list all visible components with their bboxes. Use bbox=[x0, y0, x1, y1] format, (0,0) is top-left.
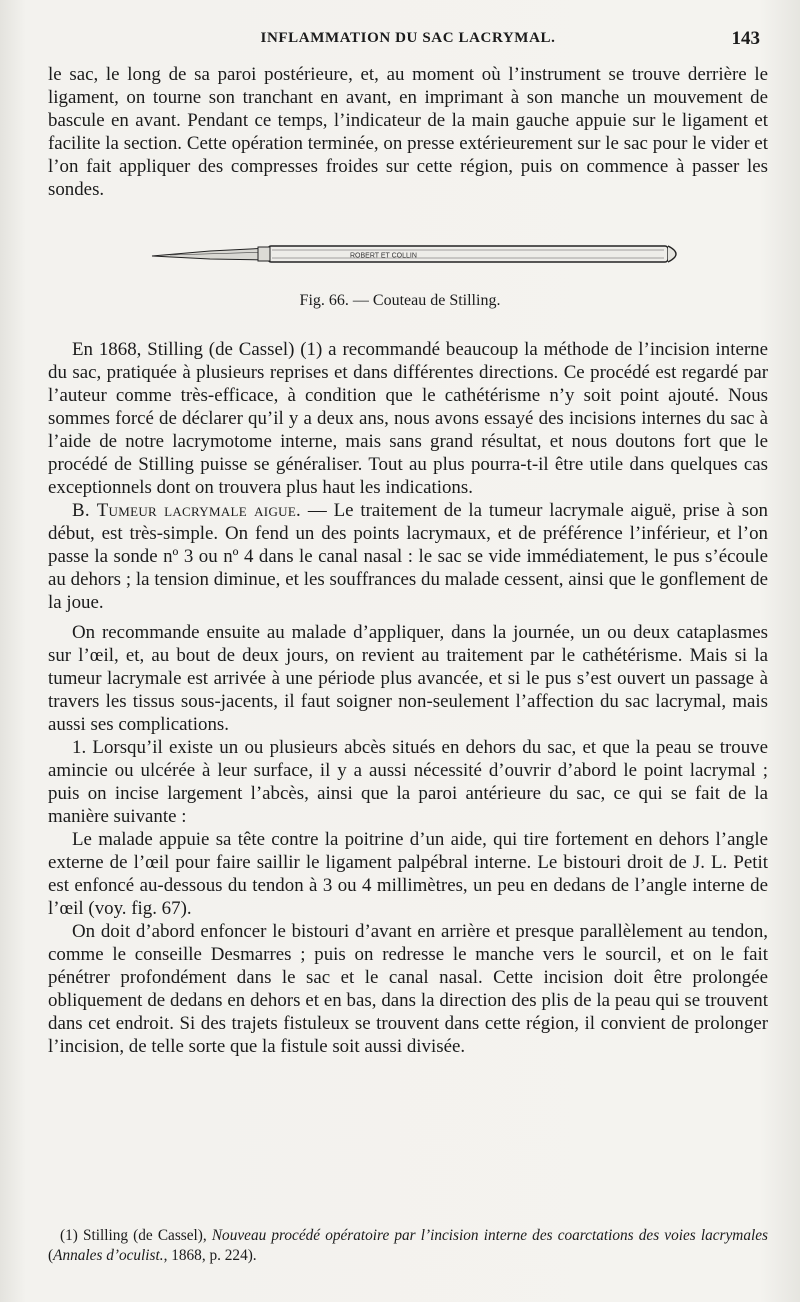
paragraph-malade: Le malade appuie sa tête contre la poitrine d’un aide, qui tire fortement en dehors l’angle externe de l’œil pour faire saillir le ligament palpébral interne. Le bistouri droit de J. L. Petit est enfoncé au-dessous du tendon à 3 ou 4 millimètres, un peu en dedans de l’angle interne de l’œil (voy. fig. 67). bbox=[48, 829, 768, 919]
footnote-title: Nouveau procédé opératoire par l’incision interne des coarctations des voies lacrymales bbox=[211, 1227, 768, 1244]
paragraph-recommande: On recommande ensuite au malade d’appliquer, dans la journée, un ou deux cataplasmes sur l’œil, et, au bout de deux jours, on revient au traitement par le cathétérisme. Mais si la tumeur lacrymale est arrivée à une période plus avancée, et si le pus s’est ouvert un passage à travers les tissus sous-jacents, il faut soigner non-seulement l’affection du sac lacrymal, mais aussi ses complications. bbox=[48, 622, 768, 735]
figure-caption: Fig. 66. — Couteau de Stilling. bbox=[299, 292, 501, 309]
stilling-knife-figure bbox=[150, 238, 690, 278]
paragraph-1: 1. Lorsqu’il existe un ou plusieurs abcès situés en dehors du sac, et que la peau se trouve amincie ou ulcérée à leur surface, il y a aussi nécessité d’ouvrir d’abord le point lacrymal ; puis on incise largement l’abcès, ainsi que la paroi antérieure du sac, ce qui se fait de la manière suivante : bbox=[48, 737, 768, 827]
footnote-text bbox=[48, 1226, 768, 1266]
intro-paragraph: le sac, le long de sa paroi postérieure, et, au moment où l’instrument se trouve derrière le ligament, on tourne son tranchant en avant, en imprimant à son manche un mouvement de bascule en avant. Pendant ce temps, l’indicateur de la main gauche appuie sur le ligament et facilite la section. Cette opération terminée, on presse extérieurement sur le sac pour le vider et l’on fait appliquer des compresses froides sur cette région, puis on commence à passer les sondes. bbox=[48, 64, 768, 200]
page-number: 143 bbox=[731, 28, 760, 49]
footnote-journal: Annales d’oculist. bbox=[53, 1247, 164, 1264]
page-header bbox=[48, 30, 768, 60]
paragraph-section-b bbox=[48, 499, 768, 614]
running-title: INFLAMMATION DU SAC LACRYMAL. bbox=[260, 30, 556, 46]
section-b-text: — Le traitement de la tumeur lacrymale aiguë, prise à son début, est très-simple. On fend un des points lacrymaux, et de préférence l’inférieur, et l’on passe la sonde nº 3 ou nº 4 dans le canal nasal : le sac se vide immédiatement, le pus s’écoule au dehors ; la tension diminue, et les souffrances du malade cessent, ainsi que le gonflement de la joue. bbox=[48, 500, 768, 613]
paragraph-stilling: En 1868, Stilling (de Cassel) (1) a recommandé beaucoup la méthode de l’incision interne du sac, pratiquée à plusieurs reprises et dans différentes directions. Ce procédé est regardé par l’auteur comme très-efficace, à condition que le cathétérisme n’y soit point ajouté. Nous sommes forcé de déclarer qu’il y a deux ans, nous avons essayé des incisions internes du sac à l’aide de notre lacrymotome interne, mais sans grand résultat, et nous doutons fort que le procédé de Stilling puisse se généraliser. Tout au plus pourra-t-il être utile dans quelques cas exceptionnels dont on trouvera plus haut les indications. bbox=[48, 339, 768, 498]
engraver-mark: ROBERT ET COLLIN bbox=[350, 252, 417, 260]
knife-blade bbox=[152, 248, 270, 260]
body-text bbox=[48, 338, 768, 1058]
paragraph-bistouri: On doit d’abord enfoncer le bistouri d’avant en arrière et presque parallèlement au tendon, comme le conseille Desmarres ; puis on redresse le manche vers le sourcil, et on le fait pénétrer profondément dans le sac et le canal nasal. Cette incision doit être prolongée obliquement de dedans en dehors et en bas, dans la direction des plis de la peau qui se trouvent dans cet endroit. Si des trajets fistuleux se trouvent dans cette région, il convient de prolonger l’incision, de telle sorte que la fistule soit aussi divisée. bbox=[48, 921, 768, 1057]
footnote-suffix: , 1868, p. 224). bbox=[163, 1247, 257, 1264]
knife-handle bbox=[258, 246, 676, 262]
footnote-prefix: (1) Stilling (de Cassel), bbox=[60, 1227, 212, 1244]
footnote-middle: ( bbox=[48, 1247, 54, 1264]
section-b-heading: B. Tumeur lacrymale aigue. bbox=[72, 500, 302, 521]
footnote bbox=[48, 1226, 768, 1266]
intro-paragraph-block bbox=[48, 63, 768, 201]
